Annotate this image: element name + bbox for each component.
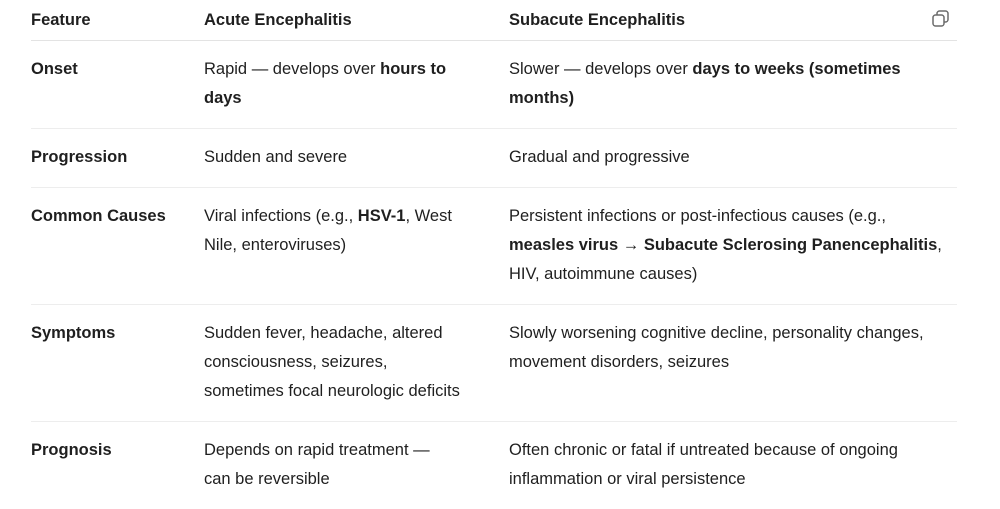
row-acute-prognosis: Depends on rapid treatment — can be reversible xyxy=(204,440,430,488)
row-subacute-symptoms: Slowly worsening cognitive decline, personality changes, movement disorders, seizures xyxy=(509,304,957,421)
table-row xyxy=(31,40,957,128)
table-header-row xyxy=(31,0,957,40)
row-subacute-onset: Slower — develops over days to weeks (sometimes months) xyxy=(509,40,957,128)
row-feature-prognosis: Prognosis xyxy=(31,440,112,459)
row-feature-progression: Progression xyxy=(31,128,204,187)
header-subacute: Subacute Encephalitis xyxy=(509,0,957,40)
row-subacute-prognosis: Often chronic or fatal if untreated because of ongoing inflammation or viral persistence xyxy=(509,440,898,488)
comparison-table xyxy=(31,0,957,509)
header-acute: Acute Encephalitis xyxy=(204,0,509,40)
table-row xyxy=(31,421,957,509)
copy-button[interactable] xyxy=(930,8,952,30)
row-feature-causes: Common Causes xyxy=(31,187,204,304)
row-feature-onset: Onset xyxy=(31,40,204,128)
row-subacute-progression: Gradual and progressive xyxy=(509,128,957,187)
copy-icon xyxy=(930,8,952,30)
row-acute-onset: Rapid — develops over hours to days xyxy=(204,40,509,128)
row-acute-causes: Viral infections (e.g., HSV-1, West Nile, enteroviruses) xyxy=(204,187,509,304)
row-acute-symptoms: Sudden fever, headache, altered consciousness, seizures, sometimes focal neurologic deficits xyxy=(204,304,509,421)
table-row xyxy=(31,304,957,421)
table-row xyxy=(31,187,957,304)
row-subacute-causes: Persistent infections or post-infectious causes (e.g., measles virus → Subacute Sclerosing Panencephalitis, HIV, autoimmune causes) xyxy=(509,187,957,304)
row-feature-symptoms: Symptoms xyxy=(31,304,204,421)
header-feature: Feature xyxy=(31,0,204,40)
row-acute-progression: Sudden and severe xyxy=(204,128,509,187)
comparison-table-container xyxy=(31,0,957,509)
table-row xyxy=(31,128,957,187)
